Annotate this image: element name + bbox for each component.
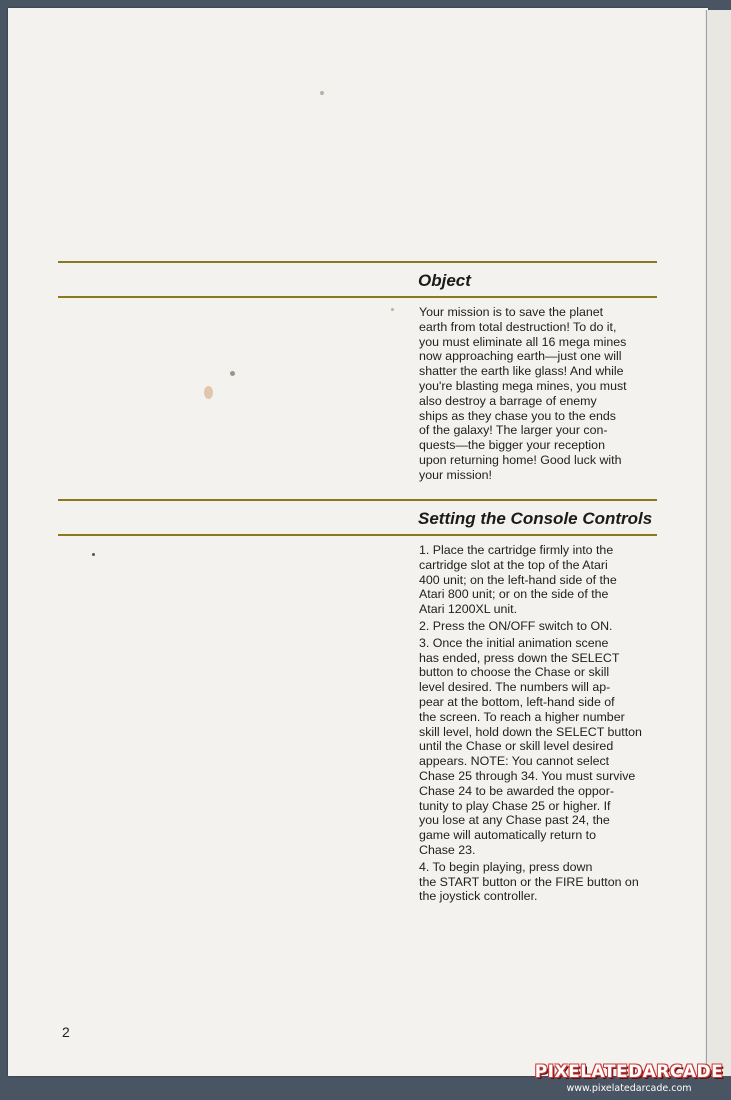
instruction-line: game will automatically return to — [419, 828, 596, 843]
instruction-line: Atari 1200XL unit. — [419, 602, 518, 617]
watermark-logo — [527, 1062, 731, 1094]
instruction-line: Chase 23. — [419, 842, 476, 857]
object-line: you must eliminate all 16 mega mines — [419, 334, 627, 349]
watermark-url: www.pixelatedarcade.com — [566, 1083, 692, 1094]
instruction-step-4 — [419, 860, 642, 904]
object-line: ships as they chase you to the ends — [419, 408, 616, 423]
instruction-line: Chase 25 through 34. You must survive — [419, 768, 636, 783]
instruction-line: pear at the bottom, left-hand side of — [419, 694, 615, 709]
instruction-line: has ended, press down the SELECT — [419, 650, 620, 665]
instruction-line: Chase 24 to be awarded the oppor- — [419, 783, 614, 798]
object-top-rule — [58, 261, 657, 263]
console-instructions — [419, 543, 642, 906]
paper-speck — [204, 386, 213, 399]
instruction-line: 4. To begin playing, press down — [419, 859, 593, 874]
object-line: your mission! — [419, 467, 492, 482]
object-line: Your mission is to save the planet — [419, 305, 604, 319]
console-bottom-rule — [58, 534, 657, 536]
object-line: you're blasting mega mines, you must — [419, 378, 627, 393]
instruction-line: 1. Place the cartridge firmly into the — [419, 543, 614, 557]
paper-speck — [92, 553, 95, 556]
instruction-line: Atari 800 unit; or on the side of the — [419, 587, 609, 602]
object-line: now approaching earth—just one will — [419, 349, 622, 364]
object-paragraph — [419, 305, 627, 483]
object-line: also destroy a barrage of enemy — [419, 393, 597, 408]
watermark-title: PIXELATEDARCADE — [534, 1062, 724, 1082]
instruction-line: button to choose the Chase or skill — [419, 665, 610, 680]
object-heading: Object — [418, 271, 471, 290]
console-top-rule — [58, 499, 657, 501]
instruction-step-1 — [419, 543, 642, 617]
object-line: shatter the earth like glass! And while — [419, 364, 624, 379]
manual-page — [8, 8, 708, 1076]
instruction-line: level desired. The numbers will ap- — [419, 680, 611, 695]
instruction-line: the screen. To reach a higher number — [419, 709, 625, 724]
next-page-edge — [705, 10, 731, 1076]
console-heading: Setting the Console Controls — [418, 509, 653, 528]
object-line: earth from total destruction! To do it, — [419, 319, 617, 334]
instruction-line: until the Chase or skill level desired — [419, 739, 614, 754]
page-fold-line — [706, 10, 707, 1076]
instruction-line: appears. NOTE: You cannot select — [419, 754, 610, 769]
instruction-line: the START button or the FIRE button on — [419, 874, 639, 889]
instruction-line: tunity to play Chase 25 or higher. If — [419, 798, 611, 813]
instruction-line: cartridge slot at the top of the Atari — [419, 557, 608, 572]
object-line: of the galaxy! The larger your con- — [419, 423, 608, 438]
instruction-line: you lose at any Chase past 24, the — [419, 813, 610, 828]
instruction-line: the joystick controller. — [419, 889, 538, 904]
object-line: upon returning home! Good luck with — [419, 452, 622, 467]
paper-speck — [230, 371, 235, 376]
paper-speck — [320, 91, 324, 95]
instruction-step-3 — [419, 636, 642, 858]
instruction-step-2 — [419, 619, 642, 634]
object-bottom-rule — [58, 296, 657, 298]
instruction-line: 3. Once the initial animation scene — [419, 635, 609, 650]
instruction-line: 400 unit; on the left-hand side of the — [419, 572, 617, 587]
object-line: quests—the bigger your reception — [419, 438, 605, 453]
page-number: 2 — [62, 1024, 70, 1040]
instruction-line: 2. Press the ON/OFF switch to ON. — [419, 618, 613, 633]
instruction-line: skill level, hold down the SELECT button — [419, 724, 642, 739]
paper-speck — [391, 308, 394, 311]
